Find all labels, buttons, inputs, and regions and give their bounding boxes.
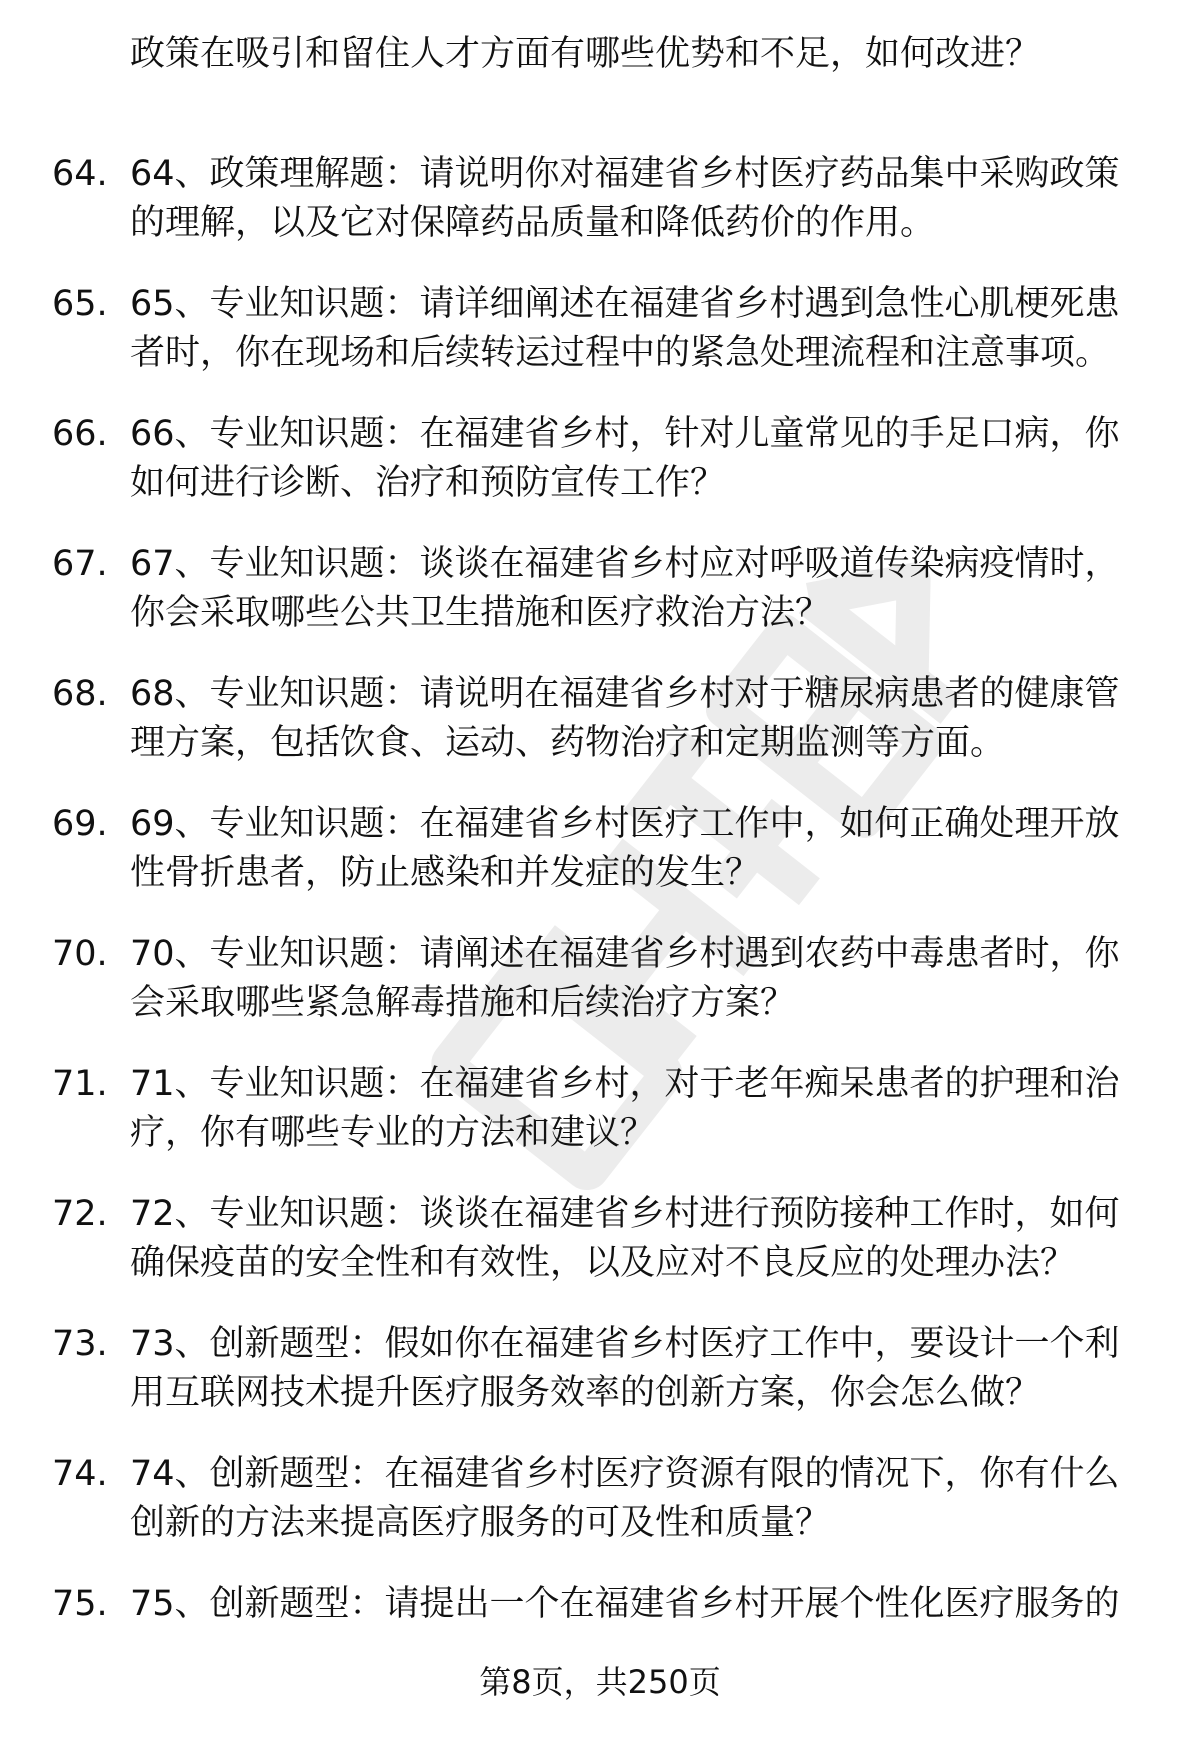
item-text: 73、创新题型：假如你在福建省乡村医疗工作中，要设计一个利用互联网技术提升医疗服务效率的创新方案，你会怎么做？ [130,1324,1120,1413]
item-number: 73. [52,1324,108,1364]
item-text: 64、政策理解题：请说明你对福建省乡村医疗药品集中采购政策的理解，以及它对保障药品质量和降低药价的作用。 [130,154,1120,243]
list-item [0,1450,1200,1580]
item-text: 70、专业知识题：请阐述在福建省乡村遇到农药中毒患者时，你会采取哪些紧急解毒措施和后续治疗方案？ [130,934,1120,1023]
item-number: 67. [52,544,108,584]
list-item [0,150,1200,280]
list-item [0,1190,1200,1320]
item-text: 66、专业知识题：在福建省乡村，针对儿童常见的手足口病，你如何进行诊断、治疗和预防宣传工作？ [130,414,1120,503]
item-number: 66. [52,414,108,454]
item-number: 69. [52,804,108,844]
item-text: 68、专业知识题：请说明在福建省乡村对于糖尿病患者的健康管理方案，包括饮食、运动、药物治疗和定期监测等方面。 [130,674,1120,763]
item-number: 64. [52,154,108,194]
item-text: 72、专业知识题：谈谈在福建省乡村进行预防接种工作时，如何确保疫苗的安全性和有效性，以及应对不良反应的处理办法？ [130,1194,1120,1283]
item-number: 72. [52,1194,108,1234]
item-number: 71. [52,1064,108,1104]
item-text: 75、创新题型：请提出一个在福建省乡村开展个性化医疗服务的 [130,1584,1120,1624]
list-item [0,410,1200,540]
item-number: 65. [52,284,108,324]
item-text: 71、专业知识题：在福建省乡村，对于老年痴呆患者的护理和治疗，你有哪些专业的方法和建议？ [130,1064,1120,1153]
continuation-text: 政策在吸引和留住人才方面有哪些优势和不足，如何改进？ [130,34,1041,74]
item-text: 65、专业知识题：请详细阐述在福建省乡村遇到急性心肌梗死患者时，你在现场和后续转运过程中的紧急处理流程和注意事项。 [130,284,1120,373]
item-number: 75. [52,1584,108,1624]
list-item [0,540,1200,670]
list-item [0,930,1200,1060]
list-item [0,1320,1200,1450]
item-number: 70. [52,934,108,974]
question-list [0,150,1200,1710]
item-text: 74、创新题型：在福建省乡村医疗资源有限的情况下，你有什么创新的方法来提高医疗服务的可及性和质量？ [130,1454,1120,1543]
item-number: 68. [52,674,108,714]
item-number: 74. [52,1454,108,1494]
list-item [0,800,1200,930]
list-item [0,670,1200,800]
item-text: 67、专业知识题：谈谈在福建省乡村应对呼吸道传染病疫情时，你会采取哪些公共卫生措施和医疗救治方法？ [130,544,1120,633]
list-item [0,280,1200,410]
list-item [0,1060,1200,1190]
item-text: 69、专业知识题：在福建省乡村医疗工作中，如何正确处理开放性骨折患者，防止感染和并发症的发生？ [130,804,1120,893]
page-footer: 第8页，共250页 [479,1663,721,1701]
